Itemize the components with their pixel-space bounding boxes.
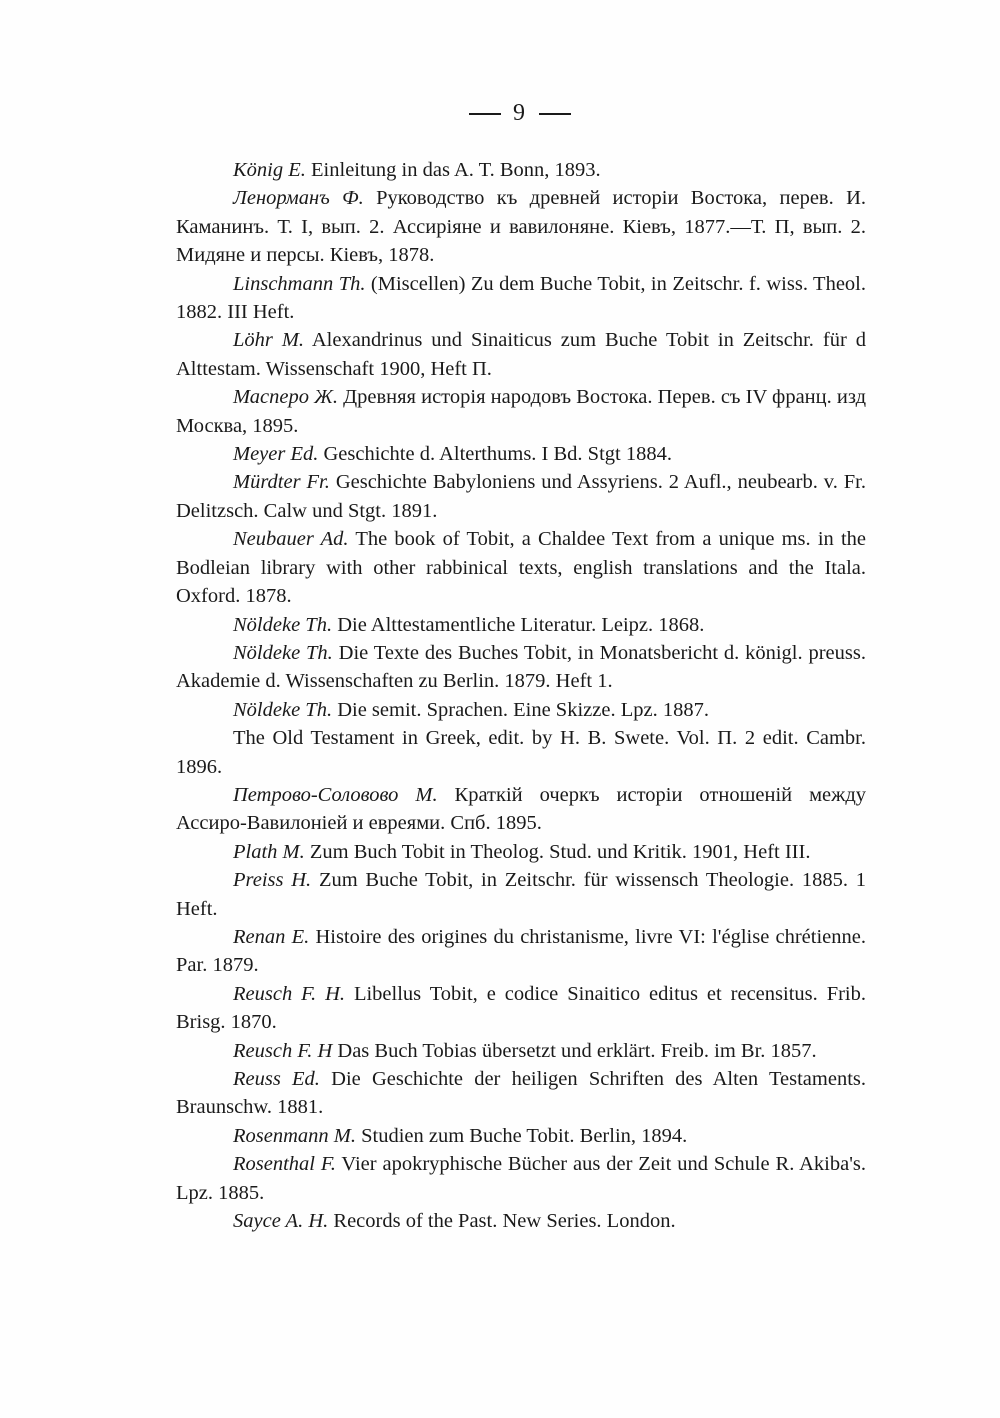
entry-text: Краткій очеркъ исторіи отношеній между Ассиро-Вавилоніей и евреями. Спб. 1895. bbox=[176, 783, 866, 835]
entry-author: Löhr M. bbox=[233, 329, 305, 352]
entry-text: Alexandrinus und Sinaiticus zum Buche Tobit in Zeitschr. für d Alttestam. Wissenschaft 1900, Heft П. bbox=[176, 329, 866, 380]
entry-text: Die semit. Sprachen. Eine Skizze. Lpz. 1887. bbox=[332, 698, 709, 721]
bibliography-entry bbox=[176, 838, 866, 866]
bibliography-entry bbox=[176, 696, 866, 724]
entry-text: Einleitung in das A. T. Bonn, 1893. bbox=[305, 159, 601, 181]
entry-text: Die Texte des Buches Tobit, in Monatsbericht d. königl. preuss. Akademie d. Wissenschaften zu Berlin. 1879. Heft 1. bbox=[176, 641, 866, 693]
bibliography-entry bbox=[176, 440, 866, 468]
entry-text: Records of the Past. New Series. London. bbox=[328, 1210, 676, 1233]
entry-author: Mürdter Fr. bbox=[233, 471, 330, 494]
entry-author: Rosenthal F. bbox=[233, 1153, 336, 1176]
entry-text: Histoire des origines du christanisme, livre VI: l'église chrétienne. Par. 1879. bbox=[176, 925, 866, 977]
entry-text: The Old Testament in Greek, edit. by H. B. Swete. Vol. П. 2 edit. Cambr. 1896. bbox=[176, 727, 866, 778]
entry-text: Libellus Tobit, e codice Sinaitico editus et recensitus. Frib. Brisg. 1870. bbox=[176, 982, 866, 1034]
left-dash bbox=[469, 113, 501, 115]
entry-author: Sayce A. H. bbox=[233, 1210, 329, 1233]
entry-text: Die Alttestamentliche Literatur. Leipz. 1868. bbox=[332, 613, 705, 636]
bibliography-entry bbox=[176, 923, 866, 980]
bibliography-entry bbox=[176, 724, 866, 781]
entry-author: Reusch F. H. bbox=[233, 982, 346, 1005]
bibliography-list bbox=[176, 156, 866, 1235]
right-dash bbox=[539, 113, 571, 115]
entry-author: Nöldeke Th. bbox=[233, 641, 333, 664]
entry-author: Meyer Ed. bbox=[233, 443, 319, 466]
entry-author: Linschmann Th. bbox=[233, 272, 366, 295]
bibliography-entry bbox=[176, 1150, 866, 1207]
entry-author: Reusch F. H bbox=[233, 1039, 333, 1062]
page-number-value: 9 bbox=[513, 100, 527, 126]
bibliography-entry bbox=[176, 1037, 866, 1065]
entry-author: Nöldeke Th. bbox=[233, 698, 333, 721]
page-number bbox=[0, 100, 1000, 127]
entry-author: Петрово-Соловово М. bbox=[233, 783, 438, 806]
entry-author: Neubauer Ad. bbox=[233, 528, 349, 551]
bibliography-entry bbox=[176, 1207, 866, 1235]
entry-text: Zum Buche Tobit, in Zeitschr. für wissensch Theologie. 1885. 1 Heft. bbox=[176, 869, 866, 920]
entry-text: Древняя исторія народовъ Востока. Перев. съ IV франц. изд Москва, 1895. bbox=[176, 386, 866, 437]
entry-text: (Miscellen) Zu dem Buche Tobit, in Zeitschr. f. wiss. Theol. 1882. III Heft. bbox=[176, 272, 866, 324]
entry-text: Geschichte d. Alterthums. I Bd. Stgt 1884. bbox=[318, 443, 672, 466]
entry-text: Studien zum Buche Tobit. Berlin, 1894. bbox=[355, 1124, 688, 1147]
entry-text: The book of Tobit, a Chaldee Text from a unique ms. in the Bodleian library with other rabbinical texts, english translations and the Itala. Oxford. 1878. bbox=[176, 528, 866, 608]
entry-text: Die Geschichte der heiligen Schriften des Alten Testaments. Braunschw. 1881. bbox=[176, 1068, 866, 1119]
entry-text: Vier apokryphische Bücher aus der Zeit und Schule R. Akiba's. Lpz. 1885. bbox=[176, 1153, 866, 1204]
entry-author: Масперо Ж. bbox=[233, 386, 339, 409]
bibliography-entry bbox=[176, 383, 866, 440]
entry-text: Geschichte Babyloniens und Assyriens. 2 Aufl., neubearb. v. Fr. Delitzsch. Calw und Stgt. 1891. bbox=[176, 471, 867, 522]
bibliography-entry bbox=[176, 866, 866, 923]
bibliography-entry bbox=[176, 525, 866, 610]
bibliography-entry bbox=[176, 781, 866, 838]
entry-author: Renan E. bbox=[233, 925, 310, 948]
entry-author: Preiss H. bbox=[233, 869, 312, 892]
bibliography-entry bbox=[176, 611, 866, 639]
bibliography-entry bbox=[176, 156, 866, 184]
bibliography-entry bbox=[176, 1122, 866, 1150]
entry-text: Das Buch Tobias übersetzt und erklärt. Freib. im Br. 1857. bbox=[332, 1039, 817, 1062]
bibliography-entry bbox=[176, 1065, 866, 1122]
bibliography-entry bbox=[176, 468, 866, 525]
entry-author: Nöldeke Th. bbox=[233, 613, 333, 636]
bibliography-entry bbox=[176, 326, 866, 383]
entry-author: Rosenmann M. bbox=[233, 1124, 356, 1147]
entry-author: Reuss Ed. bbox=[233, 1068, 320, 1090]
entry-author: König E. bbox=[233, 159, 306, 181]
entry-text: Руководство къ древней исторіи Востока, перев. И. Каманинъ. Т. I, вып. 2. Ассиріяне и вавилоняне. Кіевъ, 1877.—Т. П, вып. 2. Мидяне и персы. Кіевъ, 1878. bbox=[176, 187, 867, 267]
bibliography-entry bbox=[176, 270, 866, 327]
bibliography-entry bbox=[176, 980, 866, 1037]
entry-text: Zum Buch Tobit in Theolog. Stud. und Kritik. 1901, Heft III. bbox=[304, 840, 811, 863]
entry-author: Ленорманъ Ф. bbox=[233, 187, 364, 210]
entry-author: Plath M. bbox=[233, 840, 305, 863]
bibliography-entry bbox=[176, 639, 866, 696]
bibliography-entry bbox=[176, 184, 866, 269]
